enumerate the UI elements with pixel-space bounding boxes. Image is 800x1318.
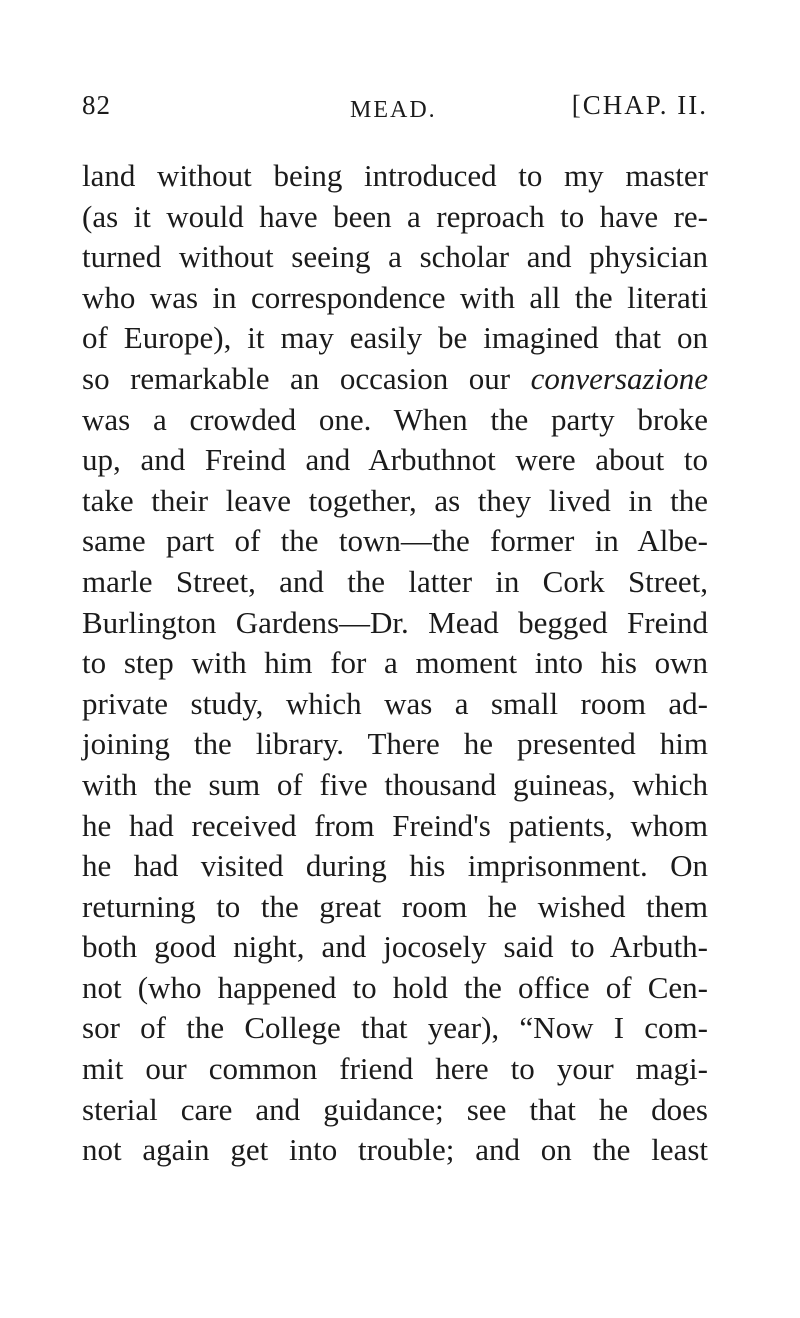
text-line: he had visited during his imprisonment. On (82, 848, 708, 884)
text-line: turned without seeing a scholar and physician (82, 239, 708, 275)
text-line: private study, which was a small room ad- (82, 685, 708, 721)
text-line: Burlington Gardens—Dr. Mead begged Freind (82, 604, 708, 640)
text-line: sterial care and guidance; see that he does (82, 1091, 708, 1127)
text-line: not (who happened to hold the office of Cen- (82, 969, 708, 1005)
page-number: 82 (82, 90, 111, 120)
text-line: same part of the town—the former in Albe- (82, 523, 708, 559)
running-head (82, 90, 708, 130)
text-line: of Europe), it may easily be imagined that on (82, 320, 708, 356)
text-line: up, and Freind and Arbuthnot were about to (82, 442, 708, 478)
text-line: (as it would have been a reproach to have re- (82, 198, 708, 234)
text-line: was a crowded one. When the party broke (82, 401, 708, 437)
text-line: sor of the College that year), “Now I com- (82, 1010, 708, 1046)
text-line: he had received from Freind's patients, whom (82, 807, 708, 843)
text-line (82, 359, 708, 400)
chapter-reference: [CHAP. II. (571, 90, 708, 120)
text-line: take their leave together, as they lived in the (82, 482, 708, 518)
italic-term: conversazione (530, 360, 708, 396)
running-title: MEAD. (350, 97, 437, 123)
text-segment: so remarkable an occasion our (82, 360, 511, 396)
body-text (82, 156, 708, 1171)
text-line: who was in correspondence with all the literati (82, 279, 708, 315)
text-line: joining the library. There he presented him (82, 726, 708, 762)
text-line: not again get into trouble; and on the least (82, 1132, 708, 1168)
text-line: returning to the great room he wished them (82, 888, 708, 924)
text-line: with the sum of five thousand guineas, which (82, 766, 708, 802)
text-line: land without being introduced to my master (82, 158, 708, 193)
text-line: to step with him for a moment into his own (82, 645, 708, 681)
text-line: marle Street, and the latter in Cork Street, (82, 563, 708, 599)
text-line: both good night, and jocosely said to Arbuth- (82, 929, 708, 965)
text-line: mit our common friend here to your magi- (82, 1051, 708, 1087)
